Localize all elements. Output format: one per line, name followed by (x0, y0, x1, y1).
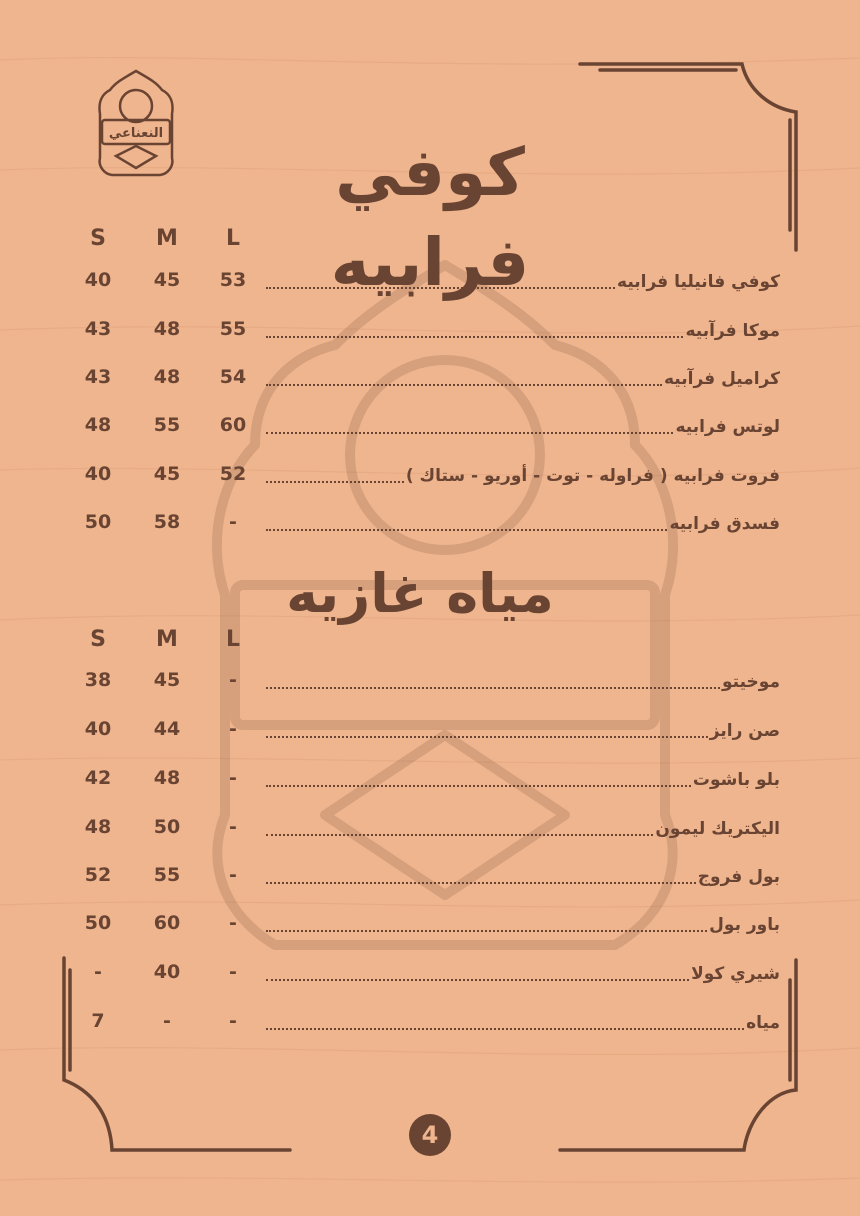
dot-leader (266, 1027, 744, 1030)
menu-item (0, 314, 860, 344)
dot-leader (266, 686, 720, 689)
price-medium: 60 (153, 912, 181, 934)
price-medium: 45 (153, 669, 181, 691)
item-name: بلو باشوت (692, 770, 780, 790)
price-medium: 40 (153, 961, 181, 983)
menu-item (0, 957, 860, 987)
size-label-l: L (225, 226, 241, 251)
price-small: 42 (84, 767, 112, 789)
menu-item (0, 812, 860, 842)
menu-item (0, 763, 860, 793)
price-medium: 45 (153, 269, 181, 291)
price-small: 40 (84, 463, 112, 485)
price-large: - (229, 669, 237, 691)
menu-item (0, 1006, 860, 1036)
dot-leader (266, 881, 696, 884)
size-label-l: L (225, 627, 241, 652)
item-name: شيري كولا (691, 964, 780, 984)
size-label-m: M (156, 226, 178, 251)
price-small: 40 (84, 269, 112, 291)
menu-item (0, 410, 860, 440)
price-medium: 48 (153, 318, 181, 340)
price-medium: 58 (153, 511, 181, 533)
price-medium: 55 (153, 414, 181, 436)
dot-leader (266, 480, 404, 483)
item-name: اليكتريك ليمون (655, 819, 780, 839)
size-label-s: S (90, 226, 106, 251)
item-name: لوتس فرابيه (675, 417, 780, 437)
price-medium: 48 (153, 767, 181, 789)
price-large: 60 (219, 414, 247, 436)
dot-leader (266, 286, 615, 289)
price-medium: - (163, 1010, 171, 1032)
item-name: كوفي فانيليا فرابيه (617, 272, 780, 292)
price-small: 48 (84, 414, 112, 436)
price-small: 43 (84, 366, 112, 388)
item-name: فسدق فرابيه (669, 514, 780, 534)
price-large: - (229, 767, 237, 789)
price-large: 53 (219, 269, 247, 291)
price-small: 7 (91, 1010, 105, 1032)
menu-item (0, 459, 860, 489)
price-large: 55 (219, 318, 247, 340)
menu-item (0, 507, 860, 537)
size-label-m: M (156, 627, 178, 652)
price-small: 50 (84, 511, 112, 533)
dot-leader (266, 735, 708, 738)
item-name: باور بول (709, 915, 780, 935)
size-label-s: S (90, 627, 106, 652)
price-small: 48 (84, 816, 112, 838)
price-small: - (94, 961, 102, 983)
brand-logo (96, 68, 176, 178)
dot-leader (266, 335, 683, 338)
menu-item (0, 665, 860, 695)
item-name: فروت فرابيه ( فراوله - توت - أوريو - ستاك ) (405, 466, 780, 486)
dot-leader (266, 929, 707, 932)
menu-item (0, 714, 860, 744)
section-title-coffee-frappe: كوفي فرابيه (330, 134, 530, 301)
menu-item (0, 860, 860, 890)
price-medium: 55 (153, 864, 181, 886)
price-medium: 44 (153, 718, 181, 740)
price-medium: 50 (153, 816, 181, 838)
menu-item (0, 265, 860, 295)
dot-leader (266, 383, 662, 386)
dot-leader (266, 978, 689, 981)
item-name: بول فروج (697, 867, 780, 887)
item-name: صن رايز (709, 721, 780, 741)
price-large: - (229, 961, 237, 983)
price-large: 52 (219, 463, 247, 485)
price-small: 50 (84, 912, 112, 934)
item-name: كراميل فرآبيه (663, 369, 780, 389)
logo-text: النعناعي (108, 126, 164, 141)
item-name: مياه (746, 1013, 780, 1033)
item-name: موخيتو (722, 672, 780, 692)
price-small: 43 (84, 318, 112, 340)
price-large: - (229, 816, 237, 838)
price-small: 38 (84, 669, 112, 691)
price-large: - (229, 912, 237, 934)
price-large: - (229, 718, 237, 740)
dot-leader (266, 528, 667, 531)
price-large: - (229, 511, 237, 533)
item-name: موكا فرآبيه (685, 321, 780, 341)
price-large: 54 (219, 366, 247, 388)
page-number-badge: 4 (409, 1114, 451, 1156)
price-large: - (229, 864, 237, 886)
price-small: 40 (84, 718, 112, 740)
price-small: 52 (84, 864, 112, 886)
price-medium: 45 (153, 463, 181, 485)
menu-item (0, 362, 860, 392)
price-medium: 48 (153, 366, 181, 388)
dot-leader (266, 833, 653, 836)
dot-leader (266, 431, 673, 434)
price-large: - (229, 1010, 237, 1032)
section-title-sparkling-water: مياه غازيه (286, 562, 554, 625)
menu-item (0, 908, 860, 938)
dot-leader (266, 784, 691, 787)
